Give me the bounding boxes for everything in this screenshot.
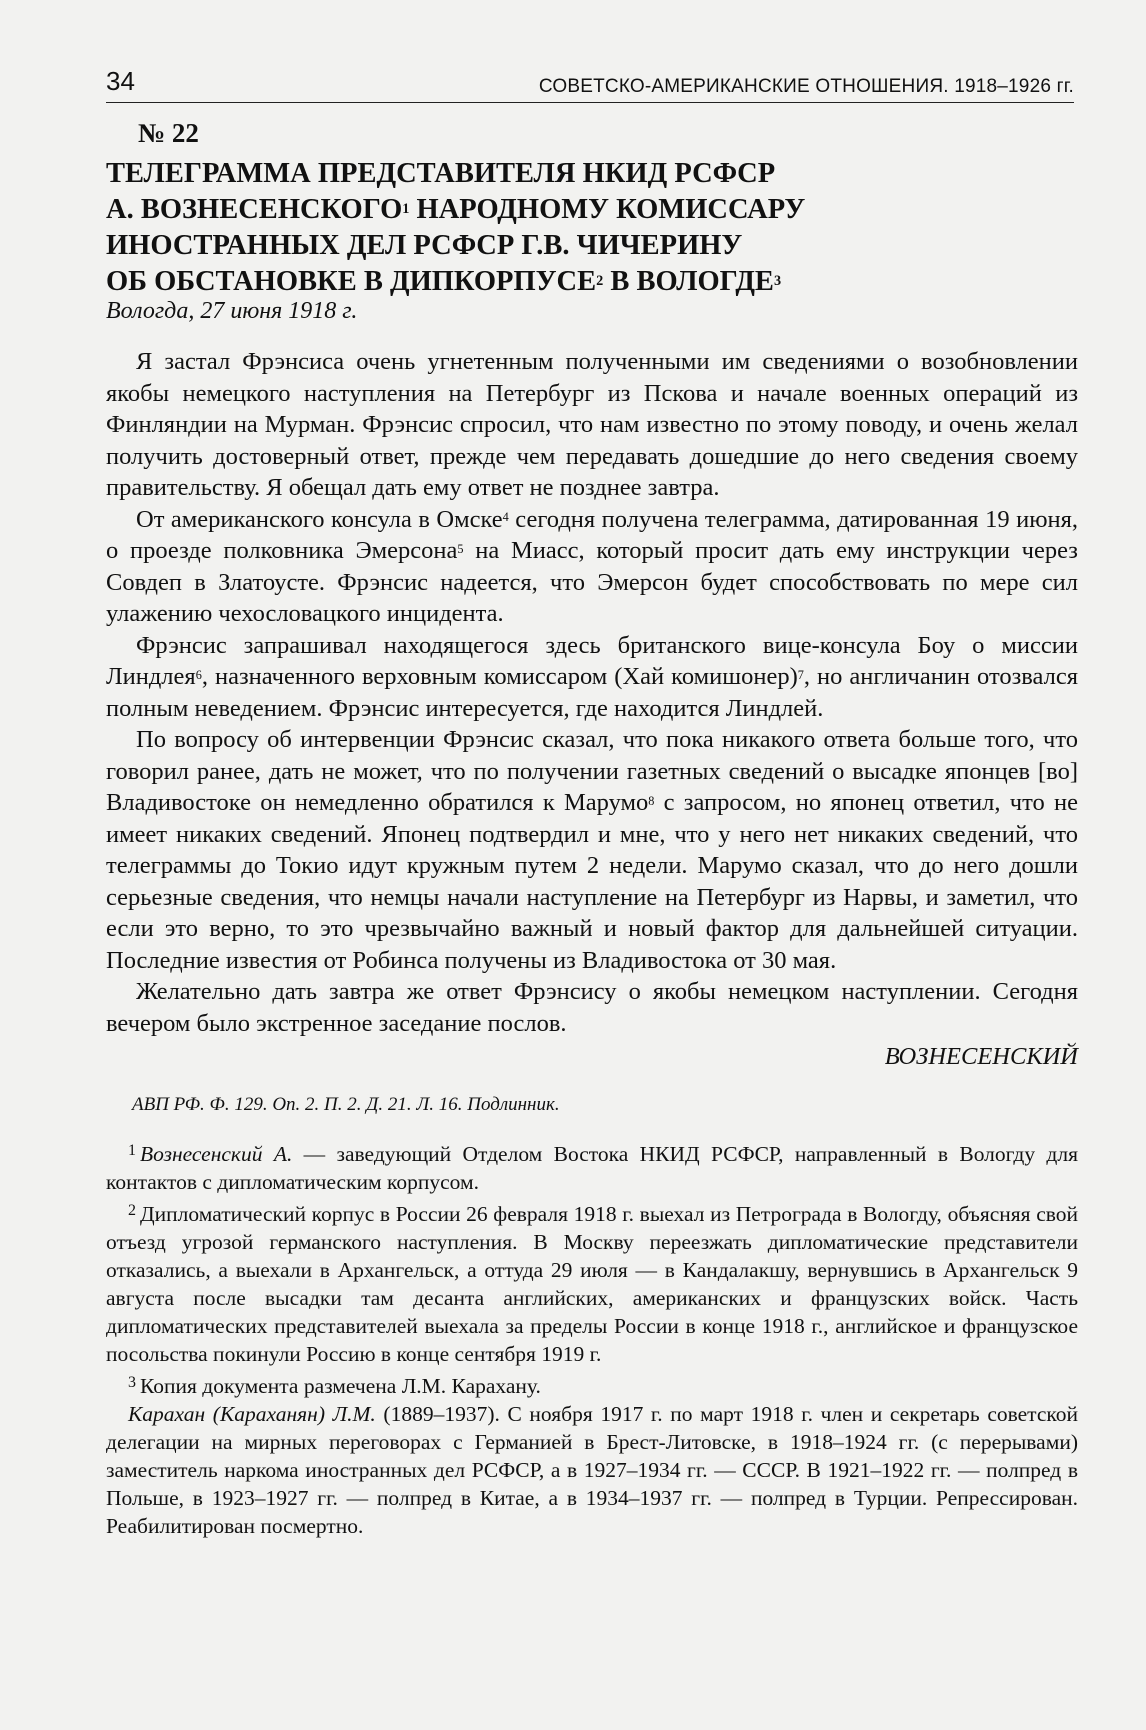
- title-line: ОБ ОБСТАНОВКЕ В ДИПКОРПУСЕ$^2$ В ВОЛОГДЕ$^3$: [106, 266, 782, 297]
- title-line: ИНОСТРАННЫХ ДЕЛ РСФСР Г.В. ЧИЧЕРИНУ: [106, 230, 743, 261]
- title-line: А. ВОЗНЕСЕНСКОГО$^1$ НАРОДНОМУ КОМИССАРУ: [106, 194, 806, 225]
- archive-source: АВП РФ. Ф. 129. Оп. 2. П. 2. Д. 21. Л. 16. Подлинник.: [132, 1094, 560, 1115]
- paragraph: Фрэнсис запрашивал находящегося здесь британского вице-консула Боу о миссии Линдлея$^6$, назначенного верховным комиссаром (Хай комишонер)$^7$, но англичанин отозвался полным неведением. Фрэнсис интересуется, где находится Линдлей.: [106, 631, 1078, 722]
- footnote: $^2$ Дипломатический корпус в России 26 февраля 1918 г. выехал из Петрограда в Вологду, объясняя свой отъезд угрозой германского наступления. В Москву переезжать дипломатические представители отказались, а выехали в Архангельск, а оттуда 29 июля — в Кандалакшу, вернувшись в Архангельск 9 августа после высадки там десанта английских, американских и французских войск. Часть дипломатических представителей выехала за пределы России в конце 1918 г., английское и французское посольства покинули Россию в конце сентября 1919 г.: [106, 1202, 1078, 1366]
- footnote-ref: 7: [797, 667, 804, 682]
- paragraph: От американского консула в Омске$^4$ сегодня получена телеграмма, датированная 19 июня, о проезде полковника Эмерсона$^5$ на Миасс, который просит дать ему инструкции через Совдеп в Златоусте. Фрэнсис надеется, что Эмерсон будет способствовать по мере сил улажению чехословацкого инцидента.: [106, 505, 1079, 627]
- title-line: ТЕЛЕГРАММА ПРЕДСТАВИТЕЛЯ НКИД РСФСР: [106, 158, 776, 189]
- signature: ВОЗНЕСЕНСКИЙ: [884, 1043, 1078, 1070]
- footnote-ref: 1: [402, 200, 410, 217]
- paragraph: По вопросу об интервенции Фрэнсис сказал, что пока никакого ответа больше того, что говорил ранее, дать не может, что по получении газетных сведений о высадке японцев [во] Владивостоке он немедленно обратился к Марумо$^8$ с запросом, но японец ответил, что не имеет никаких сведений. Японец подтвердил и мне, что у него нет никаких сведений, что телеграммы до Токио идут кружным путем 2 недели. Марумо сказал, что до него дошли серьезные сведения, что немцы начали наступление на Петербург из Нарвы, и заметил, что если это верно, то это чрезвычайно важный и новый фактор для дальнейшей ситуации. Последние известия от Робинса получены из Владивостока от 30 мая.: [106, 726, 1078, 974]
- footnote: $^3$ Копия документа размечена Л.М. Карахану.: [128, 1374, 541, 1398]
- page-number: 34: [106, 66, 135, 96]
- document-body: [106, 346, 1078, 1073]
- footnote-ref: 2: [596, 272, 604, 289]
- footnote: $^1$ Вознесенский А. — заведующий Отделом Востока НКИД РСФСР, направленный в Вологду для контактов с дипломатическим корпусом.: [106, 1142, 1078, 1194]
- footnote-ref: 5: [457, 541, 464, 556]
- footnote-bio: Карахан (Караханян) Л.М. (1889–1937). С ноября 1917 г. по март 1918 г. член и секретарь советской делегации на мирных переговорах с Германией в Брест-Литовске, в 1918–1924 гг. (с перерывами) заместитель наркома иностранных дел РСФСР, а в 1927–1934 гг. — СССР. В 1921–1922 гг. — полпред в Польше, в 1923–1927 гг. — полпред в Китае, а в 1934–1937 гг. — полпред в Турции. Репрессирован. Реабилитирован посмертно.: [106, 1402, 1078, 1538]
- document-title: [106, 156, 946, 300]
- paragraph: Желательно дать завтра же ответ Фрэнсису о якобы немецком наступлении. Сегодня вечером было экстренное заседание послов.: [106, 978, 1078, 1037]
- dateline: Вологда, 27 июня 1918 г.: [106, 298, 358, 324]
- footnote-ref: 8: [648, 793, 655, 808]
- paragraph: Я застал Фрэнсиса очень угнетенным полученными им сведениями о возобновлении якобы немецкого наступления на Петербург из Пскова и начале военных операций из Финляндии на Мурман. Фрэнсис спросил, что нам известно по этому поводу, и очень желал получить достоверный ответ, прежде чем передавать дошедшие до него сведения своему правительству. Я обещал дать ему ответ не позднее завтра.: [106, 348, 1078, 501]
- footnote-ref: 3: [773, 272, 782, 289]
- footnotes: [106, 1140, 1078, 1540]
- page-header: [106, 66, 1074, 103]
- document-number: № 22: [138, 118, 199, 148]
- footnote-ref: 4: [502, 510, 509, 525]
- running-title: СОВЕТСКО-АМЕРИКАНСКИЕ ОТНОШЕНИЯ. 1918–1926 гг.: [538, 76, 1074, 97]
- footnote-ref: 6: [195, 667, 202, 682]
